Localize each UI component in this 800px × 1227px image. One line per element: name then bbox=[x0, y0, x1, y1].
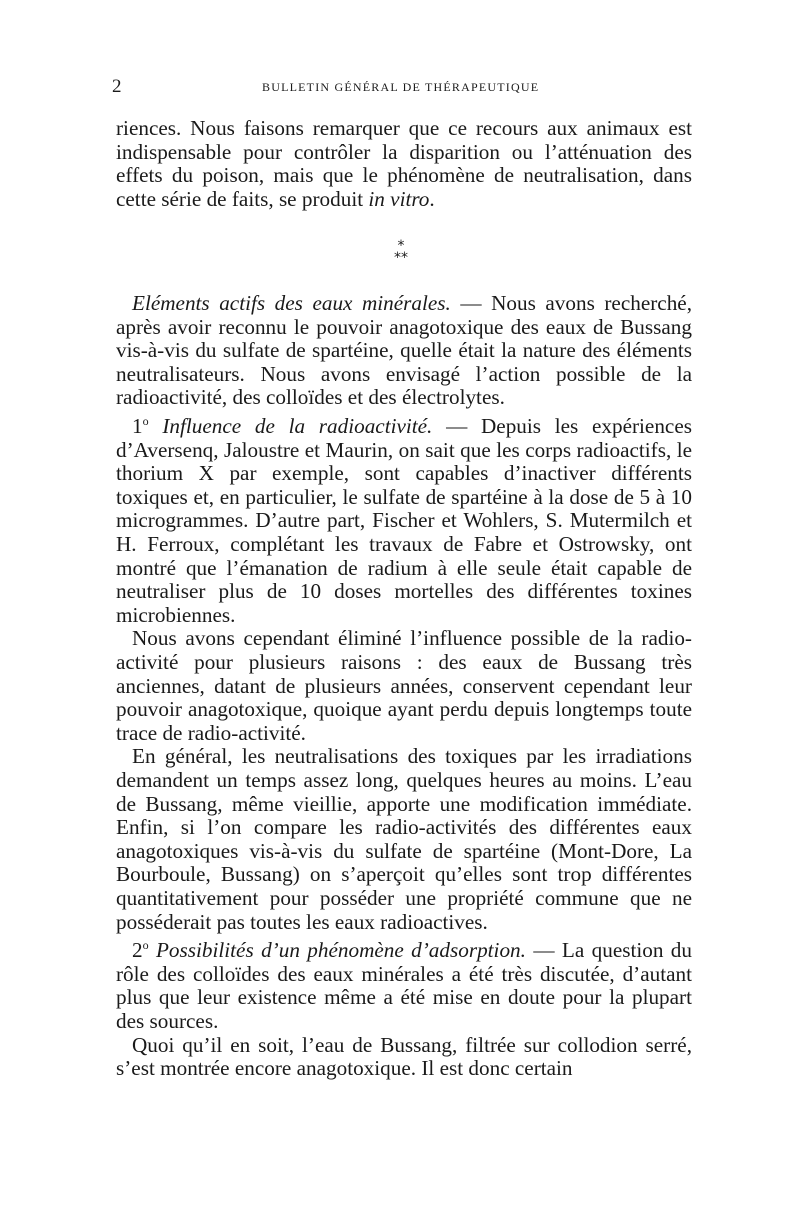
paragraph-en-general: En général, les neutralisations des toxiques par les irradiations demandent un temps assez long, quelques heures au moins. L’eau de Bussang, même vieillie, apporte une modification immédiate. Enfin, si l’on compare les radio-activités des différentes eaux anagotoxiques vis-à-vis du sulfate de spartéine (Mont-Dore, La Bourboule, Bussang) on s’aperçoit qu’elles sont trop différentes quantitativement pour posséder une propriété commune que ne posséderait pas toutes les eaux radioactives. bbox=[116, 744, 692, 934]
intro-text-b: . bbox=[429, 186, 435, 211]
section-number-adsorption: 2 bbox=[132, 938, 143, 963]
intro-italic-term: in vitro bbox=[368, 186, 430, 211]
asterism-bottom: ** bbox=[394, 250, 408, 266]
section-title-adsorption: Possibilités d’un phénomène d’adsorption. bbox=[155, 938, 526, 963]
paragraph-radioactivite bbox=[116, 410, 692, 627]
section-separator-asterism bbox=[386, 240, 416, 264]
page-number: 2 bbox=[112, 76, 122, 97]
journal-title: BULLETIN GÉNÉRAL DE THÉRAPEUTIQUE bbox=[262, 80, 540, 94]
section-body-radio: — Depuis les expériences d’Aversenq, Jaloustre et Maurin, on sait que les corps radioactifs, le thorium X par exemple, sont capables d’inactiver différents toxiques et, en particulier, le sulfate de spartéine à la dose de 5 à 10 microgrammes. D’autre part, Fischer et Wohlers, S. Mutermilch et H. Ferroux, complétant les travaux de Fabre et Ostrowsky, ont montré que l’émanation de radium à elle seule était capable de neutraliser plus de 10 doses mortelles des différentes toxines microbiennes. bbox=[116, 414, 692, 627]
running-head bbox=[112, 78, 692, 98]
asterism-top: * bbox=[397, 238, 405, 254]
main-text-block bbox=[116, 292, 692, 1081]
section-title-elements: Eléments actifs des eaux minérales. bbox=[132, 291, 451, 315]
paragraph-elimine: Nous avons cependant éliminé l’influence possible de la radio-activité pour plusieurs raisons : des eaux de Bussang très anciennes, datant de plusieurs années, conservent cependant leur pouvoir anagotoxique, quoique ayant perdu depuis longtemps toute trace de radio-activité. bbox=[116, 626, 692, 745]
intro-block bbox=[116, 117, 692, 211]
paragraph-quoi-quil-en-soit: Quoi qu’il en soit, l’eau de Bussang, filtrée sur collodion serré, s’est montrée encore anagotoxique. Il est donc certain bbox=[116, 1032, 692, 1081]
paragraph-elements-actifs bbox=[116, 292, 692, 410]
section-ordinal-radio: o bbox=[142, 413, 149, 428]
section-body-adsorption: — La question du rôle des colloïdes des eaux minérales a été très discutée, d’autant plus que leur existence même a été mise en doute pour la plupart des sources. bbox=[116, 938, 692, 1033]
paragraph-adsorption bbox=[116, 934, 692, 1033]
intro-text-a: riences. Nous faisons remarquer que ce recours aux animaux est indispensable pour contrôler la disparition ou l’atténuation des effets du poison, mais que le phénomène de neutralisation, dans cette série de faits, se produit bbox=[116, 116, 692, 211]
section-title-radio: Influence de la radioactivité. bbox=[162, 414, 433, 439]
section-ordinal-adsorption: o bbox=[142, 938, 149, 953]
section-body-elements: — Nous avons recherché, après avoir reconnu le pouvoir anagotoxique des eaux de Bussang vis-à-vis du sulfate de spartéine, quelle était la nature des éléments neutralisateurs. Nous avons envisagé l’action possible de la radioactivité, des colloïdes et des électrolytes. bbox=[116, 291, 692, 410]
section-number-radio: 1 bbox=[132, 414, 143, 439]
intro-paragraph bbox=[116, 117, 692, 211]
